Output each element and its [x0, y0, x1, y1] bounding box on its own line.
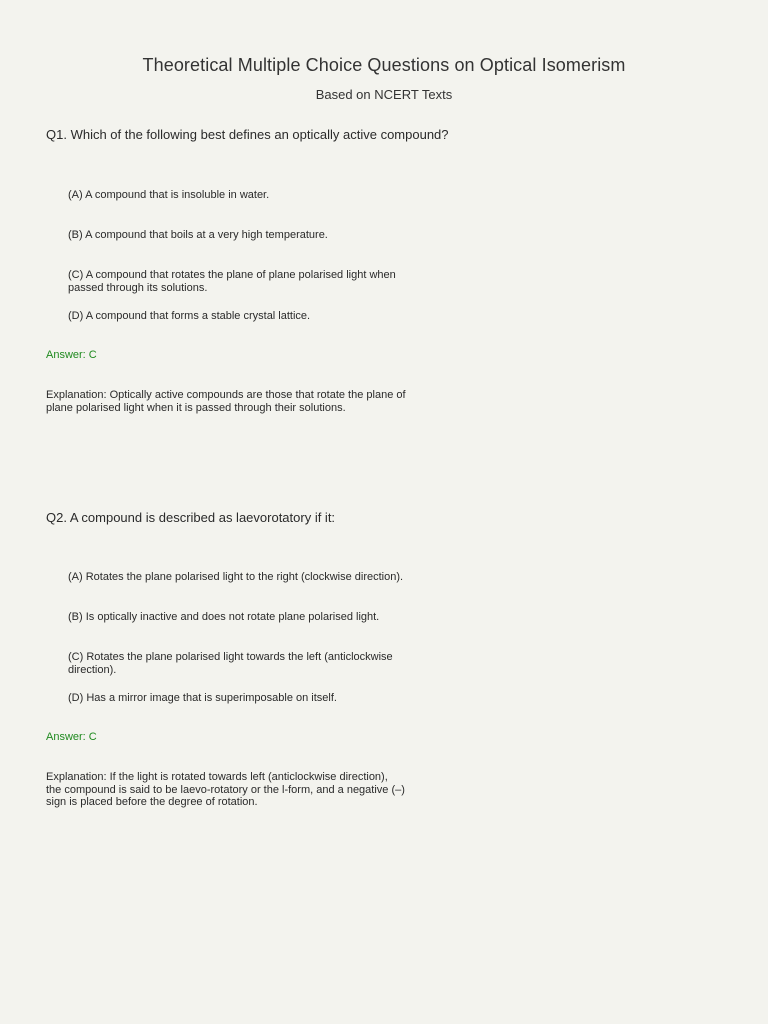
- question-1-answer: Answer: C: [46, 349, 97, 361]
- question-1-option-d: (D) A compound that forms a stable crystal lattice.: [68, 310, 311, 322]
- question-1-text: Q1. Which of the following best defines an optically active compound?: [46, 127, 449, 142]
- question-2-option-a: (A) Rotates the plane polarised light to the right (clockwise direction).: [68, 571, 404, 583]
- question-2-option-c: (C) Rotates the plane polarised light towards the left (anticlockwise direction).: [68, 651, 393, 676]
- question-1-option-c: (C) A compound that rotates the plane of plane polarised light when passed through its solutions.: [68, 269, 396, 294]
- question-2-option-d: (D) Has a mirror image that is superimposable on itself.: [68, 692, 337, 704]
- question-2-text: Q2. A compound is described as laevorotatory if it:: [46, 510, 336, 525]
- question-1-explanation: Explanation: Optically active compounds are those that rotate the plane of plane polarised light when it is passed through their solutions.: [46, 389, 406, 414]
- question-2-explanation: Explanation: If the light is rotated towards left (anticlockwise direction), the compound is said to be laevo-rotatory or the l-form, and a negative (–) sign is placed before the degree of rotation.: [46, 771, 405, 808]
- page-title: Theoretical Multiple Choice Questions on Optical Isomerism: [142, 55, 626, 75]
- question-2-option-b: (B) Is optically inactive and does not rotate plane polarised light.: [68, 611, 380, 623]
- page-subtitle: Based on NCERT Texts: [315, 87, 453, 102]
- question-1-option-b: (B) A compound that boils at a very high temperature.: [68, 229, 328, 241]
- question-2-answer: Answer: C: [46, 731, 97, 743]
- question-1-option-a: (A) A compound that is insoluble in water.: [68, 189, 270, 201]
